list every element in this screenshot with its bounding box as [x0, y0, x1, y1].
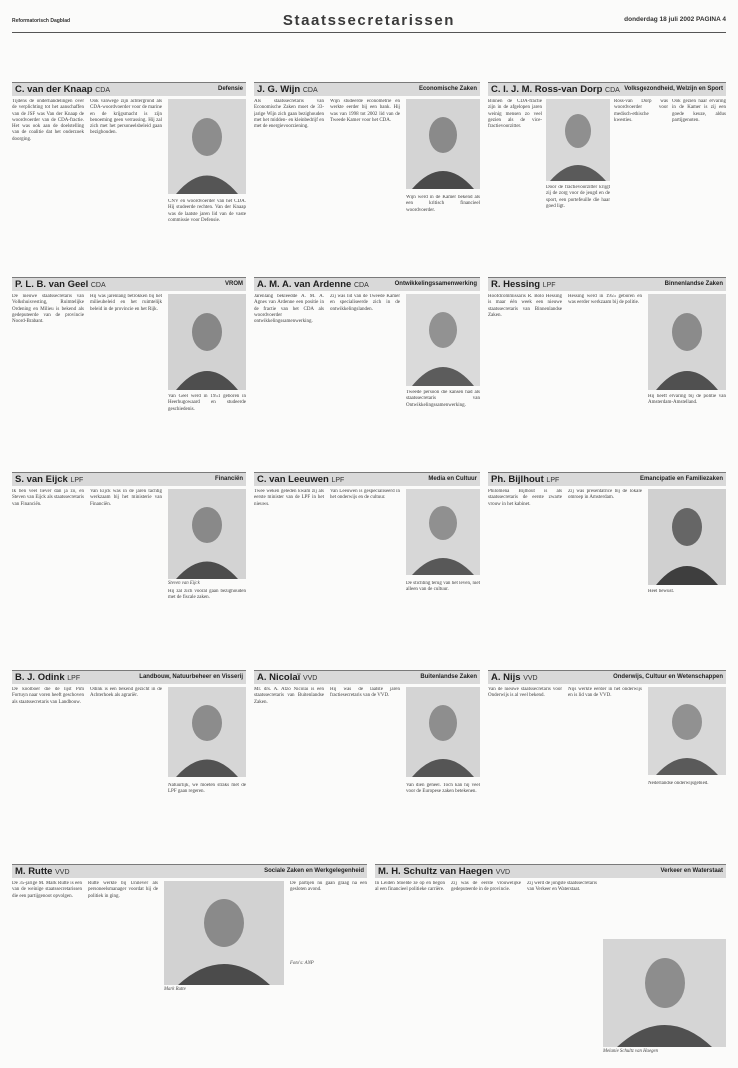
party: LPF: [67, 675, 81, 682]
paragraph: Ook gezien haar ervaring in de Kamer is zij een goede keuze, aldus partijgenoten.: [672, 99, 726, 123]
party: CDA: [302, 87, 318, 94]
portfolio: Financiën: [214, 476, 243, 482]
person-name: C. I. J. M. Ross-van Dorp: [491, 84, 603, 95]
text-column: [375, 881, 445, 1058]
article-header: [254, 82, 480, 96]
portrait-photo: [168, 687, 246, 777]
person-name: A. M. A. van Ardenne: [257, 279, 352, 290]
paragraph: Mr. drs. A. Atzo Nicolaï is een staatssecretaris van Buitenlandse Zaken.: [254, 687, 324, 705]
text-column: [330, 99, 400, 267]
paragraph: De nieuwe staatssecretaris van Volkshuisvesting, Ruimtelijke Ordening en Milieu is bekend als gedeputeerde van de provincie Noord-Brabant.: [12, 294, 84, 325]
text-column: [648, 781, 726, 853]
paragraph: Hoofdcommissaris R. Bolo Hessing is maar één week een nieuwe staatssecretaris van Binnenlandse Zaken.: [488, 294, 562, 318]
portrait-image: [648, 489, 726, 585]
text-column: [406, 390, 480, 462]
portrait-photo: [648, 294, 726, 390]
paragraph: Philomena Bijlhout is als staatssecretaris de eerste zwarte vrouw in het kabinet.: [488, 489, 562, 507]
party: LPF: [542, 282, 556, 289]
text-column: [12, 489, 84, 660]
text-column: [254, 294, 324, 462]
text-column: [406, 581, 480, 660]
masthead: [12, 8, 726, 34]
person-name: S. van Eijck: [15, 474, 68, 485]
text-column: [12, 294, 84, 462]
paragraph: Hij was de laatste jaren fractiesecretaris van de VVD.: [330, 687, 400, 699]
paragraph: Hij zal zich vooral gaan bezighouden met de fiscale zaken.: [168, 589, 246, 601]
article-bijlhout: [488, 472, 726, 660]
portrait-photo: [164, 881, 284, 985]
article-van-der-knaap: [12, 82, 246, 267]
paragraph: Nijs werkte eerder in het onderwijs en is lid van de VVD.: [568, 687, 642, 699]
article-van-eijck: [12, 472, 246, 660]
article-header: [12, 670, 246, 684]
paragraph: Van Leeuwen is gespecialiseerd in het onderwijs en de cultuur.: [330, 489, 400, 501]
date-and-page: donderdag 18 juli 2002 PAGINA 4: [624, 16, 726, 23]
paragraph: Hessing werd in 1955 geboren en was eerder werkzaam bij de politie.: [568, 294, 642, 306]
article-odink: [12, 670, 246, 853]
portrait-photo: [648, 489, 726, 585]
text-column: [568, 294, 642, 462]
text-column: [648, 589, 726, 660]
text-column: [648, 394, 726, 462]
person-name: P. L. B. van Geel: [15, 279, 89, 290]
portfolio: Buitenlandse Zaken: [420, 674, 477, 680]
party: LPF: [331, 477, 345, 484]
article-header: [12, 277, 246, 291]
portrait-image: [168, 489, 246, 579]
text-column: [12, 881, 82, 1058]
paragraph: Van dien geheel. Toch kan hij veel voor de Europese zaken betekenen.: [406, 783, 480, 795]
paragraph: Zij werd de jongste staatssecretaris van Verkeer en Waterstaat.: [527, 881, 597, 893]
portrait-image: [164, 881, 284, 985]
text-column: [168, 199, 246, 267]
paragraph: Wijn studeerde econometrie en werkte eerder bij een bank. Hij was van 1998 tot 2002 lid van de Tweede Kamer voor het CDA.: [330, 99, 400, 123]
paragraph: Nederlandse onderwijsgebied.: [648, 781, 709, 786]
text-column: [12, 99, 84, 267]
text-column: [90, 99, 162, 267]
text-column: [88, 881, 158, 1058]
text-column: [168, 783, 246, 853]
portfolio: Onderwijs, Cultuur en Wetenschappen: [613, 674, 723, 680]
portfolio: Landbouw, Natuurbeheer en Visserij: [139, 674, 243, 680]
party: CDA: [90, 282, 106, 289]
article-header: [254, 472, 480, 486]
portfolio: Economische Zaken: [418, 86, 477, 92]
text-column: [254, 99, 324, 267]
article-schultz-van-haegen: [375, 864, 726, 1058]
paragraph: Van de nieuwe staatssecretaris voor Onderwijs is al veel bekend.: [488, 687, 562, 699]
person-name: A. Nijs: [491, 672, 521, 683]
article-header: [12, 82, 246, 96]
paragraph: Wijn werd in de Kamer bekend als een kritisch financieel woordvoerder.: [406, 195, 480, 213]
paragraph: De koolboer die de lijst Pim Fortuyn naar voren heeft geschoven als staatssecretaris van Landbouw.: [12, 687, 84, 705]
portrait-photo: [168, 294, 246, 390]
portrait-photo: [406, 687, 480, 777]
article-header: [12, 864, 367, 878]
paragraph: De 35-jarige M. Mark Rutte is een van de weinige staatssecretarissen die een partijgenoot opvolgen.: [12, 881, 82, 899]
text-column: [90, 489, 162, 660]
text-column: [546, 185, 610, 267]
text-column: [488, 99, 542, 267]
portfolio: Binnenlandse Zaken: [664, 281, 723, 287]
paragraph: Van Geel werd in 1951 geboren in Heerhugowaard en studeerde geschiedenis.: [168, 394, 246, 412]
person-name: A. Nicolaï: [257, 672, 301, 683]
newspaper-name: Reformatorisch Dagblad: [12, 18, 71, 24]
party: LPF: [546, 477, 560, 484]
text-column: [568, 489, 642, 660]
portfolio: Emancipatie en Familiezaken: [639, 476, 723, 482]
text-column: [488, 687, 562, 853]
text-column: [290, 881, 367, 1058]
text-column: [330, 489, 400, 660]
article-wijn: [254, 82, 480, 267]
person-name: Ph. Bijlhout: [491, 474, 544, 485]
party: VVD: [523, 675, 538, 682]
portrait-image: [406, 687, 480, 777]
paragraph: Heel bewust.: [648, 589, 675, 594]
article-header: [254, 670, 480, 684]
text-column: [90, 687, 162, 853]
person-name: R. Hessing: [491, 279, 541, 290]
masthead-rule: [12, 32, 726, 33]
portrait-image: [406, 294, 480, 386]
article-header: [488, 472, 726, 486]
portfolio: Media en Cultuur: [428, 476, 477, 482]
portrait-image: [648, 687, 726, 775]
article-header: [375, 864, 726, 878]
paragraph: Zij was de eerste vrouwelijke gedeputeerde in de provincie.: [451, 881, 521, 893]
portfolio: Sociale Zaken en Werkgelegenheid: [264, 868, 364, 874]
article-nijs: [488, 670, 726, 853]
article-header: [254, 277, 480, 291]
party: CDA: [95, 87, 111, 94]
party: VVD: [495, 869, 511, 876]
article-header: [488, 277, 726, 291]
paragraph: Ook vanwege zijn achtergrond als CDA-woordvoerder voor de marine en de krijgsmacht is zijn benoeming geen verrassing. Hij zal zich met het personeelsbeleid gaan bezighouden.: [90, 99, 162, 136]
text-column: [527, 881, 597, 1058]
article-header: [488, 82, 726, 96]
party: CDA: [605, 87, 620, 94]
text-column: [568, 687, 642, 853]
article-header: [12, 472, 246, 486]
portrait-image: [648, 294, 726, 390]
paragraph: Tijdens de onderhandelingen over de verplichting tot het aanschaffen van de JSF was Van der Knaap de woordvoerder van de CDA-fractie. Het was ook aan de doelstelling van de coalitie dat het onderzoek doorging.: [12, 99, 84, 142]
paragraph: Zij was lid van de Tweede Kamer en specialiseerde zich in de ontwikkelingslanden.: [330, 294, 400, 312]
portfolio: Verkeer en Waterstaat: [660, 868, 723, 874]
text-column: [254, 489, 324, 660]
paragraph: Ik ben veel liever dan ja zo, en Steven van Eijck als staatssecretaris van Financiën.: [12, 489, 84, 507]
paragraph: Natuurlijk, we moeten straks met de LPF gaan regeren.: [168, 783, 246, 795]
portfolio: Volksgezondheid, Welzijn en Sport: [624, 86, 723, 92]
photo-caption: Steven van Eijck: [168, 581, 200, 586]
paragraph: De stichting terug van het leven, niet alleen van de cultuur.: [406, 581, 480, 593]
paragraph: Door de fractievoorzitter krijgt zij de zorg voor de jeugd en de sport, een portefeuille die haar goed ligt.: [546, 185, 610, 209]
paragraph: Jarenlang bekleedde A. M. A. Agnes van Ardenne een positie in de fractie van het CDA als woordvoerder ontwikkelingssamenwerking.: [254, 294, 324, 325]
photo-footnote: Foto's: ANP: [290, 961, 314, 966]
article-hessing: [488, 277, 726, 462]
section-title: Staatssecretarissen: [282, 12, 456, 29]
paragraph: De partijen nu gaan graag na een gesloten avond.: [290, 881, 367, 893]
portrait-image: [603, 939, 726, 1047]
paragraph: Twee weken geleden kwam zij als eerste minister van de LPF in het nieuws.: [254, 489, 324, 507]
portrait-image: [168, 99, 246, 194]
paragraph: Rutte werkte bij Unilever als personeelsmanager voordat hij de politiek in ging.: [88, 881, 158, 899]
paragraph: Binnen de CDA-fractie zijn in de afgelopen jaren weinig mensen zo veel gezien als de vice-fractievoorzitter.: [488, 99, 542, 130]
text-column: [168, 394, 246, 462]
text-column: [330, 687, 400, 853]
person-name: M. Rutte: [15, 866, 53, 877]
portrait-photo: [406, 489, 480, 575]
article-van-geel: [12, 277, 246, 462]
text-column: [254, 687, 324, 853]
party: CDA: [353, 282, 369, 289]
text-column: [330, 294, 400, 462]
text-column: [451, 881, 521, 1058]
portrait-image: [406, 489, 480, 575]
text-column: [168, 589, 246, 660]
portrait-image: [168, 294, 246, 390]
person-name: C. van der Knaap: [15, 84, 93, 95]
portrait-image: [168, 687, 246, 777]
paragraph: Odink is een bekend gezicht in de Achterhoek als agrariër.: [90, 687, 162, 699]
paragraph: Hij heeft ervaring bij de politie van Amsterdam-Amstelland.: [648, 394, 726, 406]
text-column: [406, 783, 480, 853]
paragraph: Hij was jarenlang betrokken bij het milieubeleid en het ruimtelijk beleid in de provincie en het Rijk.: [90, 294, 162, 312]
portrait-image: [546, 99, 610, 181]
article-ross-van-dorp: [488, 82, 726, 267]
paragraph: CNV en woordvoerder van het CDA. Hij studeerde rechten. Van der Knaap was de laatste jaren lid van de vaste commissie voor Defensie.: [168, 199, 246, 223]
photo-caption: Mark Rutte: [164, 987, 186, 992]
paragraph: Van Eijck was in de jaren tachtig werkzaam bij het ministerie van Financiën.: [90, 489, 162, 507]
paragraph: Als staatssecretaris van Economische Zaken moet de 33-jarige Wijn zich gaan bezighouden met het midden- en kleinbedrijf en met de energievoorziening.: [254, 99, 324, 130]
portrait-photo: [546, 99, 610, 181]
text-column: [488, 489, 562, 660]
portrait-photo: [168, 489, 246, 579]
person-name: M. H. Schultz van Haegen: [378, 866, 494, 877]
text-column: [90, 294, 162, 462]
portfolio: VROM: [225, 281, 243, 287]
article-van-leeuwen: [254, 472, 480, 660]
paragraph: Ross-van Dorp was woordvoerder voor medisch-ethische kwesties.: [614, 99, 668, 123]
portrait-image: [406, 99, 480, 189]
text-column: [12, 687, 84, 853]
article-rutte: [12, 864, 367, 1058]
party: LPF: [70, 477, 84, 484]
portfolio: Defensie: [217, 86, 243, 92]
portrait-photo: [168, 99, 246, 194]
person-name: C. van Leeuwen: [257, 474, 329, 485]
person-name: J. G. Wijn: [257, 84, 301, 95]
party: VVD: [302, 675, 318, 682]
article-nicolai: [254, 670, 480, 853]
portfolio: Ontwikkelingssamenwerking: [394, 281, 477, 287]
portrait-photo: [648, 687, 726, 775]
text-column: [672, 99, 726, 267]
paragraph: Tweede persoon die kansen had als staatssecretaris van Ontwikkelingssamenwerking.: [406, 390, 480, 408]
person-name: B. J. Odink: [15, 672, 65, 683]
portrait-photo: [603, 939, 726, 1047]
photo-caption: Melanie Schultz van Haegen: [603, 1049, 659, 1054]
portrait-photo: [406, 99, 480, 189]
paragraph: Zij was presentatrice bij de lokale omroep in Amsterdam.: [568, 489, 642, 501]
article-van-ardenne: [254, 277, 480, 462]
text-column: [406, 195, 480, 267]
paragraph: In Leiden Stoelde ze op en begon al een financieel politieke carrière.: [375, 881, 445, 893]
party: VVD: [55, 869, 70, 876]
text-column: [488, 294, 562, 462]
portrait-photo: [406, 294, 480, 386]
text-column: [614, 99, 668, 267]
article-header: [488, 670, 726, 684]
